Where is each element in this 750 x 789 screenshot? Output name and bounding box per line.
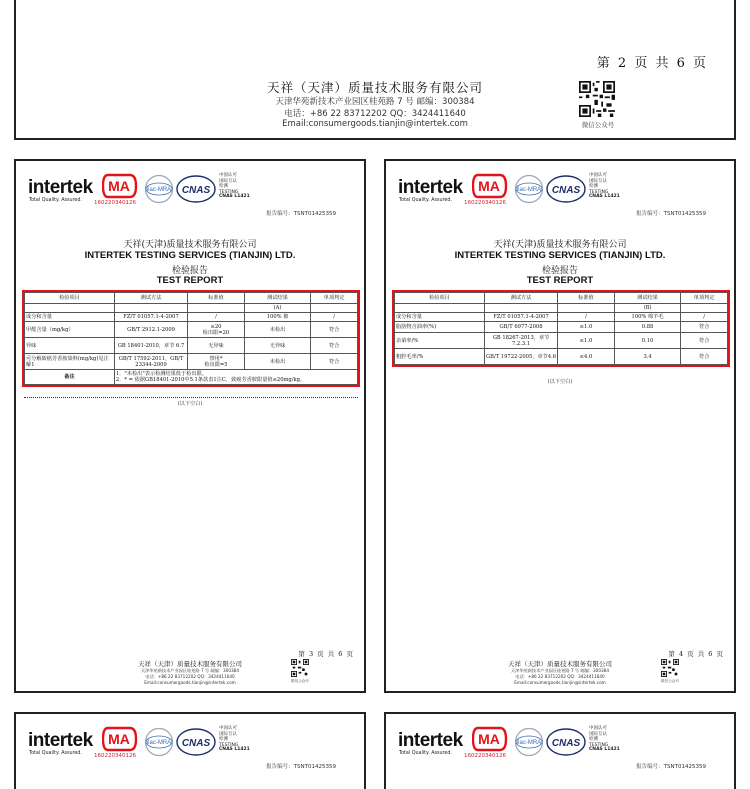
table-row	[395, 349, 728, 365]
cnas-caption: 中国认可 国际互认 检测 TESTING	[589, 726, 609, 748]
ilac-text: ilac-MRA	[146, 740, 172, 746]
table-cell: GB 18401-2010，章节 6.7	[114, 338, 187, 354]
ma-number: 160220340126	[94, 200, 136, 206]
report-page-2-footer	[14, 0, 736, 140]
report-title-en: TEST REPORT	[156, 275, 224, 286]
ma-number: 160220340126	[464, 200, 506, 206]
company-name-en: INTERTEK TESTING SERVICES (TIANJIN) LTD.	[84, 250, 296, 261]
company-name: 天祥（天津）质量技术服务有限公司	[508, 660, 612, 668]
table-cell: 0.88	[614, 322, 681, 333]
qr-caption: 微信公众号	[291, 679, 309, 683]
cnas-caption: 中国认可 国际互认 检测 TESTING	[589, 173, 609, 195]
table-header-row	[395, 293, 728, 304]
table-cell: 3.4	[614, 349, 681, 365]
qr-caption: 微信公众号	[581, 121, 615, 129]
ma-logo-icon	[472, 726, 508, 752]
ma-text: MA	[108, 178, 130, 194]
col-header: 单项判定	[681, 293, 728, 304]
table-cell: ≤1.0	[558, 333, 615, 349]
table-row	[395, 322, 728, 333]
ilac-text: ilac-MRA	[516, 187, 542, 193]
table-cell: 符合	[681, 349, 728, 365]
sample-label: (B)	[614, 304, 681, 313]
ma-text: MA	[478, 178, 500, 194]
page-number: 第 2 页 共 6 页	[596, 56, 708, 71]
table-cell: 禁用* 检出限=5	[188, 354, 245, 370]
company-address: 天津华苑新技术产业园区桂苑路 7 号 邮编：300384	[275, 97, 475, 107]
results-table	[394, 292, 728, 365]
cnas-text: CNAS	[551, 738, 581, 749]
cnas-code: CNAS L1421	[219, 747, 250, 752]
col-header: 标准值	[558, 293, 615, 304]
report-header	[26, 724, 356, 770]
sample-label-row	[25, 304, 358, 313]
table-header-row	[25, 293, 358, 304]
cnas-logo-icon	[176, 174, 216, 204]
table-cell: 甲醛含量（mg/kg）	[25, 322, 115, 338]
table-cell: 符合	[311, 322, 358, 338]
table-cell: /	[558, 313, 615, 322]
table-cell: GB/T 19722-2005，章节4.6	[484, 349, 557, 365]
tagline: Total Quality. Assured.	[29, 198, 82, 203]
tagline: Total Quality. Assured.	[29, 751, 82, 756]
table-cell: 可分解致癌芳香胺染料(mg/kg)见注解1	[25, 354, 115, 370]
intertek-logo: intertek	[398, 177, 463, 198]
table-cell: /	[681, 313, 728, 322]
table-row	[25, 338, 358, 354]
table-cell: 符合	[311, 338, 358, 354]
ilac-mra-icon	[514, 727, 544, 757]
tagline: Total Quality. Assured.	[399, 198, 452, 203]
intertek-logo: intertek	[398, 730, 463, 751]
wechat-qr-icon	[579, 81, 615, 117]
end-of-results: (以下空白)	[177, 401, 203, 407]
report-page-5	[14, 712, 366, 789]
report-title-cn: 检验报告	[171, 266, 208, 276]
company-name: 天祥（天津）质量技术服务有限公司	[266, 80, 483, 95]
table-cell: /	[311, 313, 358, 322]
cnas-code: CNAS L1421	[219, 194, 250, 199]
ilac-mra-icon	[144, 174, 174, 204]
table-cell: FZ/T 01057.1-4-2007	[114, 313, 187, 322]
wechat-qr-icon	[291, 659, 309, 677]
notes-cell	[114, 370, 357, 385]
cnas-code: CNAS L1421	[589, 194, 620, 199]
table-cell: FZ/T 01057.1-4-2007	[484, 313, 557, 322]
table-cell: 无异味	[188, 338, 245, 354]
results-table	[24, 292, 358, 385]
ilac-text: ilac-MRA	[146, 187, 172, 193]
col-header: 测试结果	[244, 293, 311, 304]
table-row	[25, 354, 358, 370]
table-cell: GB 18267-2013，章节7.2.3.1	[484, 333, 557, 349]
ma-number: 160220340126	[464, 753, 506, 759]
table-cell: 杂染率/%	[395, 333, 485, 349]
cnas-caption: 中国认可 国际互认 检测 TESTING	[219, 726, 239, 748]
notes-row	[25, 370, 358, 385]
col-header: 测试结果	[614, 293, 681, 304]
col-header: 检验项目	[25, 293, 115, 304]
cnas-caption: 中国认可 国际互认 检测 TESTING	[219, 173, 239, 195]
report-page-4	[384, 159, 736, 693]
sample-label-row	[395, 304, 728, 313]
col-header: 测试方法	[114, 293, 187, 304]
table-cell: 成分和含量	[25, 313, 115, 322]
company-name-en: INTERTEK TESTING SERVICES (TIANJIN) LTD.	[454, 250, 666, 261]
table-cell: GB/T 2912.1-2009	[114, 322, 187, 338]
company-email: Email:consumergoods.tianjin@intertek.com	[282, 119, 468, 129]
table-cell: 0.10	[614, 333, 681, 349]
cnas-logo-icon	[176, 727, 216, 757]
results-table-highlight	[22, 290, 360, 387]
table-row	[395, 313, 728, 322]
note-line: 1．"未检出"表示检测结果低于检出限。	[115, 371, 207, 377]
results-table-highlight	[392, 290, 730, 367]
table-cell: ≤4.0	[558, 349, 615, 365]
ma-text: MA	[108, 731, 130, 747]
report-number: 报告编号：TSNT01425359	[636, 211, 706, 217]
wechat-qr-icon	[661, 659, 679, 677]
company-phone: 电话：+86 22 83712202 QQ：3424411640	[145, 674, 235, 679]
cnas-logo-icon	[546, 727, 586, 757]
table-cell: 100% 绵羊毛	[614, 313, 681, 322]
company-name-cn: 天祥(天津)质量技术服务有限公司	[493, 240, 627, 250]
report-number: 报告编号：TSNT01425359	[636, 764, 706, 770]
table-cell: 符合	[681, 322, 728, 333]
table-cell: ≤1.0	[558, 322, 615, 333]
company-name-cn: 天祥(天津)质量技术服务有限公司	[123, 240, 257, 250]
ma-number: 160220340126	[94, 753, 136, 759]
table-cell: 粗腔毛率/%	[395, 349, 485, 365]
report-header	[396, 171, 726, 217]
report-header	[26, 171, 356, 217]
company-email: Email:consumergoods.tianjin@intertek.com	[514, 680, 606, 685]
table-cell: /	[188, 313, 245, 322]
page-number: 第 3 页 共 6 页	[298, 650, 354, 658]
qr-caption: 微信公众号	[661, 679, 679, 683]
intertek-logo: intertek	[28, 730, 93, 751]
company-phone: 电话：+86 22 83712202 QQ：3424411640	[284, 109, 466, 119]
ilac-mra-icon	[144, 727, 174, 757]
table-cell: 符合	[681, 333, 728, 349]
company-email: Email:consumergoods.tianjin@intertek.com	[144, 680, 236, 685]
company-phone: 电话：+86 22 83712202 QQ：3424411640	[515, 674, 605, 679]
table-cell: GB/T 17592-2011，GB/T 23344-2009	[114, 354, 187, 370]
report-header	[396, 724, 726, 770]
report-page-6	[384, 712, 736, 789]
end-of-results: (以下空白)	[547, 379, 573, 385]
report-page-3	[14, 159, 366, 693]
table-cell: 未检出	[244, 354, 311, 370]
table-row	[395, 333, 728, 349]
col-header: 检验项目	[395, 293, 485, 304]
note-label: 备注	[25, 370, 115, 385]
col-header: 标准值	[188, 293, 245, 304]
company-address: 天津华苑新技术产业园区桂苑路 7 号 邮编：300384	[510, 668, 610, 673]
company-address: 天津华苑新技术产业园区桂苑路 7 号 邮编：300384	[140, 668, 240, 673]
col-header: 单项判定	[311, 293, 358, 304]
ilac-mra-icon	[514, 174, 544, 204]
table-cell: 成分和含量	[395, 313, 485, 322]
ilac-text: ilac-MRA	[516, 740, 542, 746]
cnas-text: CNAS	[181, 738, 211, 749]
col-header: 测试方法	[484, 293, 557, 304]
table-row	[25, 322, 358, 338]
sample-label: (A)	[244, 304, 311, 313]
table-cell: 100% 棉	[244, 313, 311, 322]
report-number: 报告编号：TSNT01425359	[266, 211, 336, 217]
ma-text: MA	[478, 731, 500, 747]
ma-logo-icon	[472, 173, 508, 199]
ma-logo-icon	[102, 726, 138, 752]
table-cell: ≤20 检出限=20	[188, 322, 245, 338]
table-cell: GB/T 6977-2008	[484, 322, 557, 333]
table-row	[25, 313, 358, 322]
report-number: 报告编号：TSNT01425359	[266, 764, 336, 770]
end-divider	[24, 397, 358, 398]
cnas-code: CNAS L1421	[589, 747, 620, 752]
intertek-logo: intertek	[28, 177, 93, 198]
table-cell: 异味	[25, 338, 115, 354]
note-line: 2．* = 依据GB18401-2010中5.1条款表1注C，致癌芳香胺限量值≤20mg/kg。	[115, 377, 306, 383]
ma-logo-icon	[102, 173, 138, 199]
report-title-en: TEST REPORT	[526, 275, 594, 286]
report-title-cn: 检验报告	[541, 266, 578, 276]
table-cell: 无异味	[244, 338, 311, 354]
cnas-text: CNAS	[551, 185, 581, 196]
table-cell: 脂肪物含油率(%)	[395, 322, 485, 333]
table-cell: 符合	[311, 354, 358, 370]
cnas-logo-icon	[546, 174, 586, 204]
tagline: Total Quality. Assured.	[399, 751, 452, 756]
table-cell: 未检出	[244, 322, 311, 338]
cnas-text: CNAS	[181, 185, 211, 196]
company-name: 天祥（天津）质量技术服务有限公司	[138, 660, 242, 668]
page-number: 第 4 页 共 6 页	[668, 650, 724, 658]
